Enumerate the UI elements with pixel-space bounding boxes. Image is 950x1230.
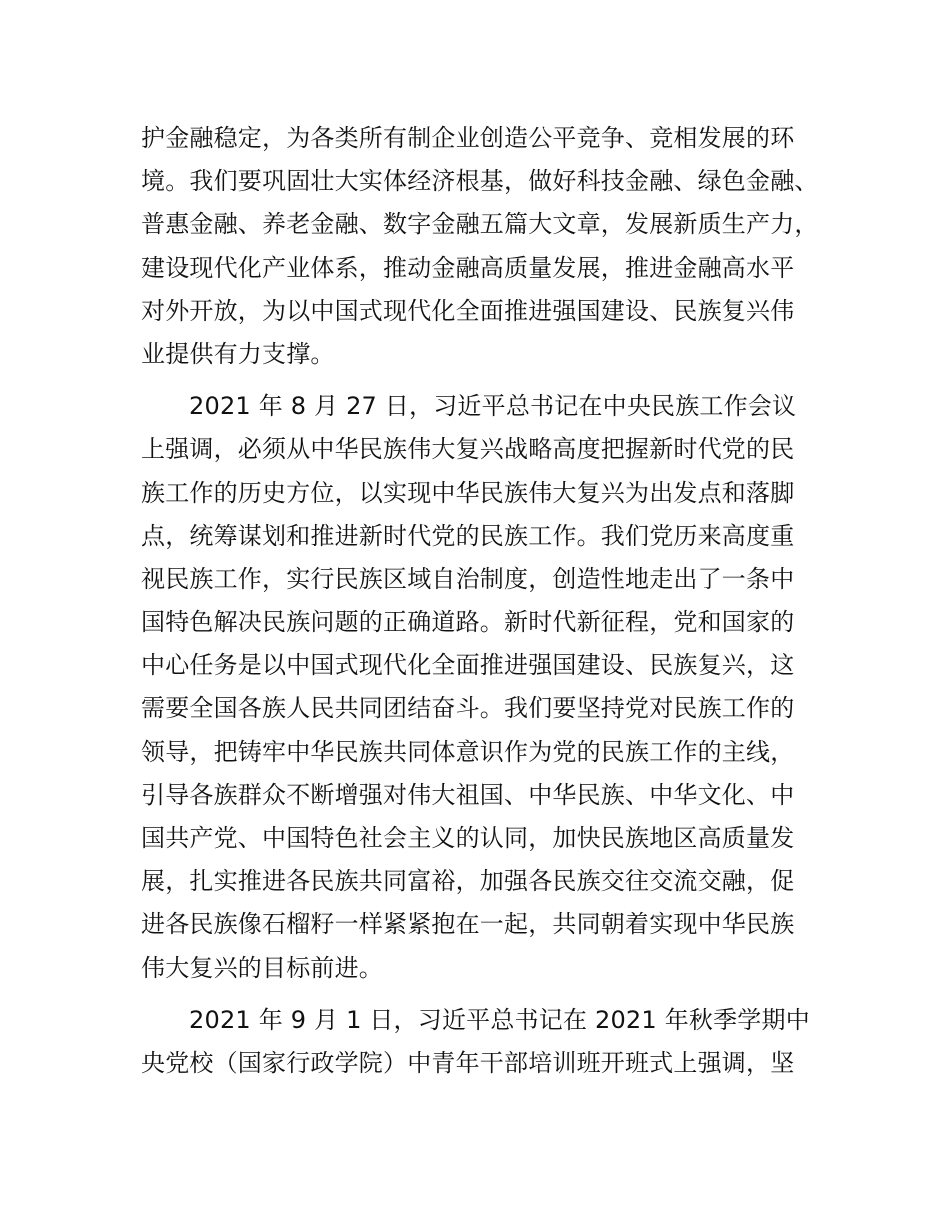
- text-line: 2021 年 8 月 27 日，习近平总书记在中央民族工作会议: [189, 392, 797, 421]
- text-line: 引导各族群众不断增强对伟大祖国、中华民族、中华文化、中: [141, 780, 795, 809]
- document-body: [141, 117, 841, 1094]
- text-line: 央党校（国家行政学院）中青年干部培训班开班式上强调，坚: [141, 1048, 795, 1077]
- text-line: 展，扎实推进各民族共同富裕，加强各民族交往交流交融，促: [141, 867, 795, 896]
- text-line: 伟大复兴的目标前进。: [141, 953, 383, 982]
- text-line: 上强调，必须从中华民族伟大复兴战略高度把握新时代党的民: [141, 435, 795, 464]
- paragraph-2: [141, 385, 841, 990]
- text-line: 国共产党、中国特色社会主义的认同，加快民族地区高质量发: [141, 824, 795, 852]
- text-line: 进各民族像石榴籽一样紧紧抱在一起，共同朝着实现中华民族: [141, 910, 795, 939]
- text-line: 国特色解决民族问题的正确道路。新时代新征程，党和国家的: [141, 608, 795, 637]
- text-line: 视民族工作，实行民族区域自治制度，创造性地走出了一条中: [141, 564, 795, 593]
- text-line: 普惠金融、养老金融、数字金融五篇大文章，发展新质生产力，: [141, 210, 819, 239]
- text-line: 对外开放，为以中国式现代化全面推进强国建设、民族复兴伟: [141, 296, 795, 325]
- paragraph-1: [141, 117, 841, 376]
- text-line: 2021 年 9 月 1 日，习近平总书记在 2021 年秋季学期中: [189, 1005, 810, 1034]
- text-line: 领导，把铸牢中华民族共同体意识作为党的民族工作的主线，: [141, 737, 795, 766]
- text-line: 中心任务是以中国式现代化全面推进强国建设、民族复兴，这: [141, 651, 795, 680]
- paragraph-3: [141, 999, 841, 1085]
- text-line: 护金融稳定，为各类所有制企业创造公平竞争、竞相发展的环: [141, 124, 795, 152]
- text-line: 境。我们要巩固壮大实体经济根基，做好科技金融、绿色金融、: [141, 167, 819, 196]
- text-line: 建设现代化产业体系，推动金融高质量发展，推进金融高水平: [141, 253, 795, 282]
- text-line: 族工作的历史方位，以实现中华民族伟大复兴为出发点和落脚: [141, 478, 795, 507]
- text-line: 点，统筹谋划和推进新时代党的民族工作。我们党历来高度重: [141, 521, 795, 550]
- text-line: 需要全国各族人民共同团结奋斗。我们要坚持党对民族工作的: [141, 694, 795, 723]
- text-line: 业提供有力支撑。: [141, 339, 335, 368]
